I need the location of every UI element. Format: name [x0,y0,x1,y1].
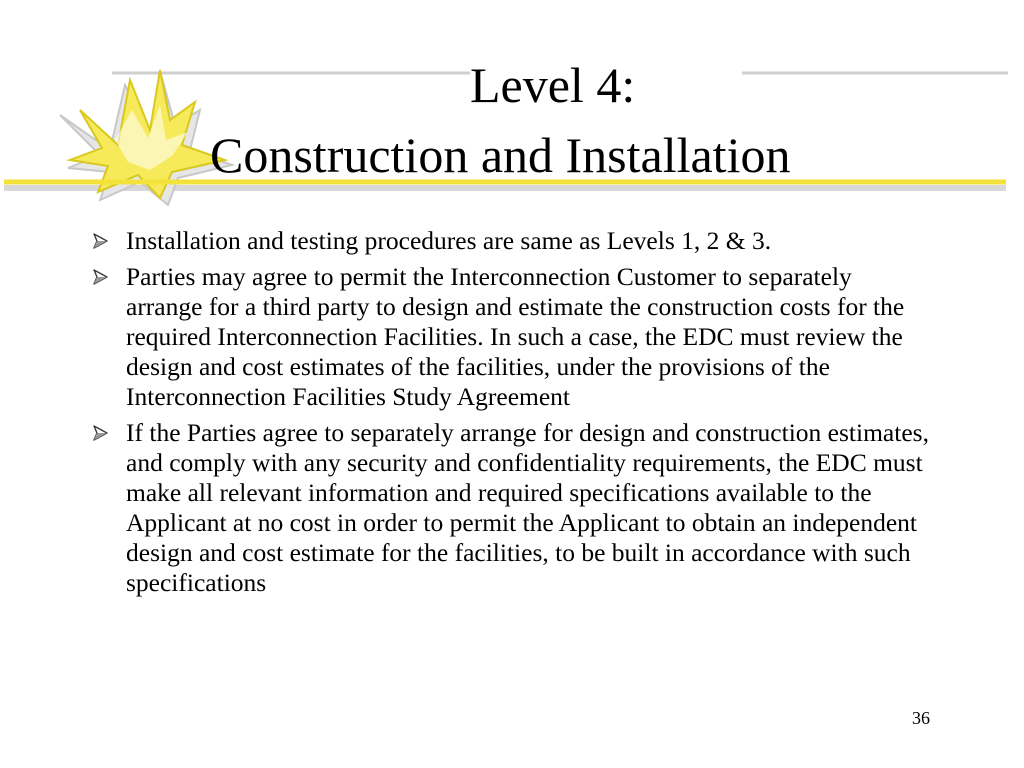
bullet-item [92,262,932,412]
bullet-item [92,418,932,598]
arrow-bullet-icon [92,233,108,249]
bullet-text: Parties may agree to permit the Interconnection Customer to separately arrange for a third party to design and estimate the construction costs for the required Interconnection Facilities. In such a case, the EDC must review the design and cost estimates of the facilities, under the provisions of the Interconnection Facilities Study Agreement [126,262,905,411]
bullet-text: Installation and testing procedures are same as Levels 1, 2 & 3. [126,226,772,255]
bullet-list [92,226,932,604]
starburst-icon [70,70,225,198]
slide-title-line-2: Construction and Installation [210,127,791,183]
arrow-bullet-icon [92,269,108,285]
arrow-bullet-icon [92,425,108,441]
slide-title-line-1: Level 4: [470,57,636,113]
bullet-item [92,226,932,256]
page-number: 36 [912,708,930,728]
bullet-text: If the Parties agree to separately arrange for design and construction estimates, and comply with any security and confidentiality requirements, the EDC must make all relevant information and required specifications available to the Applicant at no cost in order to permit the Applicant to obtain an independent design and cost estimate for the facilities, to be built in accordance with such specifications [126,418,929,597]
